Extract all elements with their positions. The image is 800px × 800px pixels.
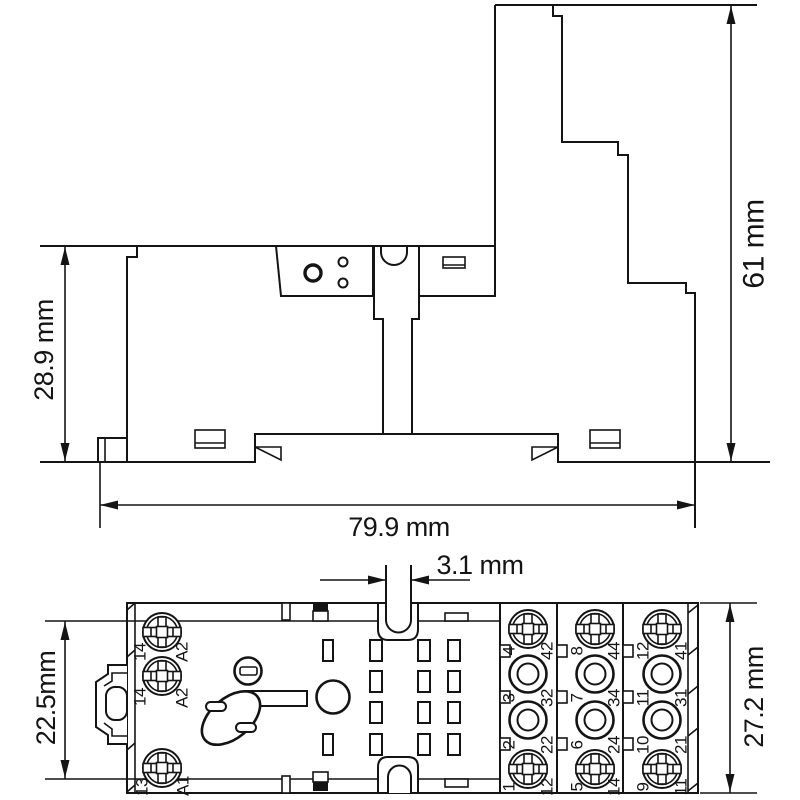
dim-label-overall-width: 79.9 mm — [348, 512, 450, 542]
dim-label-side-height-left: 28.9 mm — [29, 299, 59, 401]
rail-clip-wedge-right — [532, 447, 558, 460]
code-label: 32 — [537, 689, 557, 707]
code-label: 11 — [671, 778, 691, 796]
top-center-tongue — [378, 565, 418, 640]
contact-hole — [644, 656, 681, 693]
contact-hole — [577, 656, 614, 693]
center-channel-right — [412, 246, 419, 434]
arrowhead-left — [411, 576, 429, 585]
din-rail-flange-right — [590, 430, 620, 448]
coil-pin-label: 13 — [132, 778, 152, 796]
pin-label: 3 — [499, 693, 519, 703]
dim-label-socket-height-right: 27.2 mm — [739, 646, 769, 748]
bottom-edge-coding-tab — [313, 782, 328, 791]
bottom-edge-tab — [282, 776, 290, 793]
pin-label: 7 — [567, 693, 587, 703]
dim-label-socket-height-left: 22.5mm — [31, 650, 61, 746]
contact-terminals — [509, 610, 681, 788]
bottom-edge-tab-outline — [313, 772, 328, 782]
code-label: 41 — [671, 642, 691, 660]
lever-slot-lower — [236, 723, 256, 732]
bottom-edge-small-tab — [445, 779, 468, 787]
code-label: 21 — [671, 736, 691, 754]
pin-label: 9 — [633, 782, 653, 792]
dim-slot-width — [320, 550, 524, 604]
top-edge-tab — [282, 603, 290, 620]
arrowhead-down — [61, 760, 70, 778]
dim-overall-width — [100, 462, 695, 542]
channel-u-notch — [381, 246, 407, 265]
arrowhead-down — [727, 443, 736, 461]
code-label: 44 — [604, 642, 624, 660]
bottom-profile — [40, 434, 770, 462]
coil-code-label: A1 — [173, 776, 193, 796]
bottom-view — [45, 565, 698, 796]
arrowhead-up — [727, 6, 736, 24]
din-rail-flange-left — [195, 430, 225, 448]
pin-label: 2 — [499, 740, 519, 750]
code-label: 22 — [537, 736, 557, 754]
latch-block — [419, 246, 495, 296]
pin-label: 6 — [567, 740, 587, 750]
dim-label-slot-width: 3.1 mm — [436, 550, 524, 580]
top-slot-u — [386, 565, 411, 633]
pin-label: 10 — [633, 736, 653, 754]
arrowhead-left — [100, 501, 118, 510]
retainer-hole-large — [305, 265, 321, 281]
retainer-block — [276, 246, 373, 296]
center-channel-left — [374, 246, 383, 434]
dim-side-height-right — [727, 5, 771, 462]
code-label: 31 — [671, 689, 691, 707]
top-edge-tab-outline — [313, 611, 328, 621]
top-edge-coding-tab — [313, 603, 328, 611]
front-edge — [127, 246, 137, 462]
coil-code-label: A2 — [172, 688, 192, 708]
test-button-hole — [317, 681, 350, 714]
code-label: 42 — [537, 642, 557, 660]
arrowhead-down — [726, 774, 735, 792]
arrowhead-down — [61, 443, 70, 461]
coil-code-label: A2 — [172, 642, 192, 662]
pin-label: 5 — [567, 782, 587, 792]
dim-side-height-left — [29, 246, 70, 462]
pin-label: 12 — [633, 642, 653, 660]
retainer-hole-small-top — [339, 258, 348, 267]
arrowhead-right — [677, 501, 695, 510]
code-label: 34 — [604, 689, 624, 707]
dim-socket-height-right — [700, 603, 769, 793]
arrowhead-up — [726, 604, 735, 622]
pin-label: 8 — [567, 646, 587, 656]
retainer-hole-small-bottom — [339, 279, 348, 288]
contact-hole — [510, 656, 547, 693]
dim-label-side-height-right: 61 mm — [737, 199, 771, 289]
small-slot-bar — [240, 667, 257, 675]
coil-pin-label: 14 — [130, 688, 150, 706]
code-label: 14 — [604, 778, 624, 796]
bottom-slot-u — [388, 766, 411, 794]
bottom-center-tongue — [378, 757, 418, 793]
latch-tab — [443, 257, 465, 268]
code-label: 24 — [604, 736, 624, 754]
rail-clip-wedge-left — [255, 447, 281, 460]
arrowhead-right — [368, 576, 386, 585]
top-edge-small-tab — [445, 613, 468, 621]
mounting-clip — [96, 665, 127, 744]
arrowhead-up — [61, 247, 70, 265]
lever-slot-upper — [206, 702, 226, 711]
code-label: 12 — [537, 778, 557, 796]
coil-pin-label: 14 — [130, 643, 150, 661]
pin-label: 4 — [499, 646, 519, 656]
dim-socket-height-left — [31, 621, 70, 779]
pin-label: 1 — [499, 782, 519, 792]
arrowhead-up — [61, 622, 70, 640]
side-view — [40, 5, 770, 528]
front-foot — [98, 438, 127, 462]
stepped-back-profile — [553, 5, 695, 528]
pin-label: 11 — [633, 689, 653, 707]
